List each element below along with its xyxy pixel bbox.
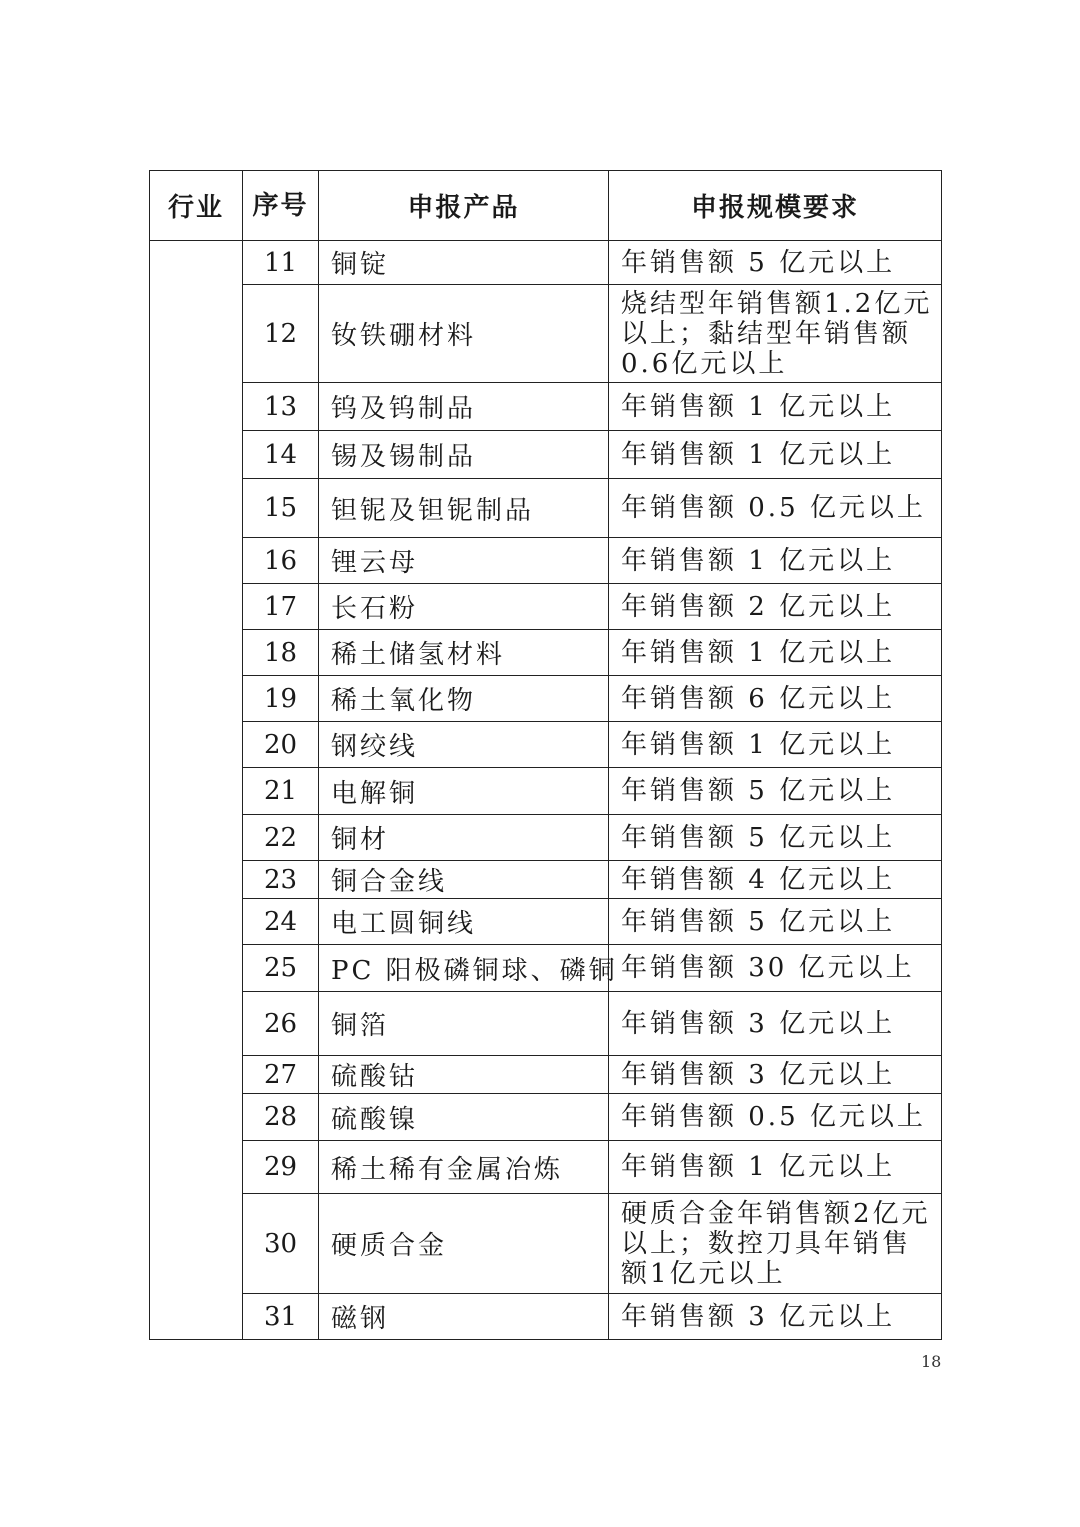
product-cell: 铜合金线 bbox=[319, 861, 609, 899]
industry-cell bbox=[150, 241, 243, 1340]
requirement-cell: 年销售额 1 亿元以上 bbox=[609, 538, 942, 584]
table-row bbox=[150, 285, 942, 383]
product-cell: 稀土氧化物 bbox=[319, 676, 609, 722]
seq-cell: 19 bbox=[243, 676, 319, 722]
requirement-cell: 年销售额 1 亿元以上 bbox=[609, 431, 942, 479]
product-cell: 铜材 bbox=[319, 815, 609, 861]
requirement-cell: 年销售额 5 亿元以上 bbox=[609, 768, 942, 815]
requirement-cell: 年销售额 2 亿元以上 bbox=[609, 584, 942, 630]
requirement-cell: 年销售额 1 亿元以上 bbox=[609, 630, 942, 676]
table-row bbox=[150, 584, 942, 630]
requirement-cell: 年销售额 1 亿元以上 bbox=[609, 383, 942, 431]
product-cell: 铜箔 bbox=[319, 992, 609, 1056]
product-cell: 长石粉 bbox=[319, 584, 609, 630]
product-cell: 磁钢 bbox=[319, 1294, 609, 1340]
product-cell: 锂云母 bbox=[319, 538, 609, 584]
page-number: 18 bbox=[921, 1352, 942, 1371]
requirement-cell: 年销售额 5 亿元以上 bbox=[609, 815, 942, 861]
seq-cell: 25 bbox=[243, 945, 319, 992]
product-cell: 硫酸钴 bbox=[319, 1056, 609, 1094]
table-row bbox=[150, 383, 942, 431]
product-cell: 电工圆铜线 bbox=[319, 899, 609, 945]
product-cell: 铜锭 bbox=[319, 241, 609, 285]
seq-cell: 12 bbox=[243, 285, 319, 383]
product-cell: PC 阳极磷铜球、磷铜 bbox=[319, 945, 609, 992]
product-cell: 钨及钨制品 bbox=[319, 383, 609, 431]
product-cell: 钕铁硼材料 bbox=[319, 285, 609, 383]
requirement-cell: 年销售额 3 亿元以上 bbox=[609, 992, 942, 1056]
product-cell: 稀土稀有金属冶炼 bbox=[319, 1141, 609, 1194]
table-row bbox=[150, 945, 942, 992]
table-row bbox=[150, 479, 942, 538]
table-row bbox=[150, 768, 942, 815]
requirement-cell: 年销售额 5 亿元以上 bbox=[609, 241, 942, 285]
seq-cell: 22 bbox=[243, 815, 319, 861]
seq-cell: 29 bbox=[243, 1141, 319, 1194]
seq-cell: 13 bbox=[243, 383, 319, 431]
header-requirement: 申报规模要求 bbox=[609, 171, 942, 241]
table-row bbox=[150, 630, 942, 676]
seq-cell: 17 bbox=[243, 584, 319, 630]
seq-cell: 15 bbox=[243, 479, 319, 538]
seq-cell: 16 bbox=[243, 538, 319, 584]
seq-cell: 21 bbox=[243, 768, 319, 815]
seq-cell: 27 bbox=[243, 1056, 319, 1094]
seq-cell: 26 bbox=[243, 992, 319, 1056]
table-row bbox=[150, 861, 942, 899]
table-row bbox=[150, 1141, 942, 1194]
seq-cell: 31 bbox=[243, 1294, 319, 1340]
requirement-cell: 年销售额 1 亿元以上 bbox=[609, 722, 942, 768]
table-row bbox=[150, 1056, 942, 1094]
requirement-cell: 烧结型年销售额1.2亿元以上；黏结型年销售额0.6亿元以上 bbox=[609, 285, 942, 383]
requirement-cell: 年销售额 6 亿元以上 bbox=[609, 676, 942, 722]
product-requirements-table bbox=[149, 170, 942, 1340]
product-cell: 硬质合金 bbox=[319, 1194, 609, 1294]
seq-cell: 30 bbox=[243, 1194, 319, 1294]
table-row bbox=[150, 241, 942, 285]
header-product: 申报产品 bbox=[319, 171, 609, 241]
seq-cell: 14 bbox=[243, 431, 319, 479]
seq-cell: 11 bbox=[243, 241, 319, 285]
table-row bbox=[150, 1094, 942, 1141]
seq-cell: 18 bbox=[243, 630, 319, 676]
requirement-cell: 年销售额 3 亿元以上 bbox=[609, 1294, 942, 1340]
product-cell: 硫酸镍 bbox=[319, 1094, 609, 1141]
seq-cell: 23 bbox=[243, 861, 319, 899]
product-cell: 钽铌及钽铌制品 bbox=[319, 479, 609, 538]
header-seq: 序号 bbox=[243, 171, 319, 241]
seq-cell: 28 bbox=[243, 1094, 319, 1141]
header-industry: 行业 bbox=[150, 171, 243, 241]
requirement-cell: 年销售额 4 亿元以上 bbox=[609, 861, 942, 899]
requirement-cell: 年销售额 0.5 亿元以上 bbox=[609, 1094, 942, 1141]
product-cell: 锡及锡制品 bbox=[319, 431, 609, 479]
product-cell: 稀土储氢材料 bbox=[319, 630, 609, 676]
product-cell: 电解铜 bbox=[319, 768, 609, 815]
table-row bbox=[150, 431, 942, 479]
requirement-cell: 年销售额 30 亿元以上 bbox=[609, 945, 942, 992]
table-row bbox=[150, 992, 942, 1056]
requirement-cell: 年销售额 0.5 亿元以上 bbox=[609, 479, 942, 538]
requirement-cell: 年销售额 3 亿元以上 bbox=[609, 1056, 942, 1094]
table-header-row bbox=[150, 171, 942, 241]
table-row bbox=[150, 722, 942, 768]
seq-cell: 24 bbox=[243, 899, 319, 945]
table-row bbox=[150, 1194, 942, 1294]
table-row bbox=[150, 899, 942, 945]
requirement-cell: 年销售额 5 亿元以上 bbox=[609, 899, 942, 945]
product-cell: 钢绞线 bbox=[319, 722, 609, 768]
table-row bbox=[150, 676, 942, 722]
table-row bbox=[150, 1294, 942, 1340]
requirement-cell: 年销售额 1 亿元以上 bbox=[609, 1141, 942, 1194]
table-row bbox=[150, 815, 942, 861]
seq-cell: 20 bbox=[243, 722, 319, 768]
requirement-cell: 硬质合金年销售额2亿元以上；数控刀具年销售额1亿元以上 bbox=[609, 1194, 942, 1294]
table-row bbox=[150, 538, 942, 584]
